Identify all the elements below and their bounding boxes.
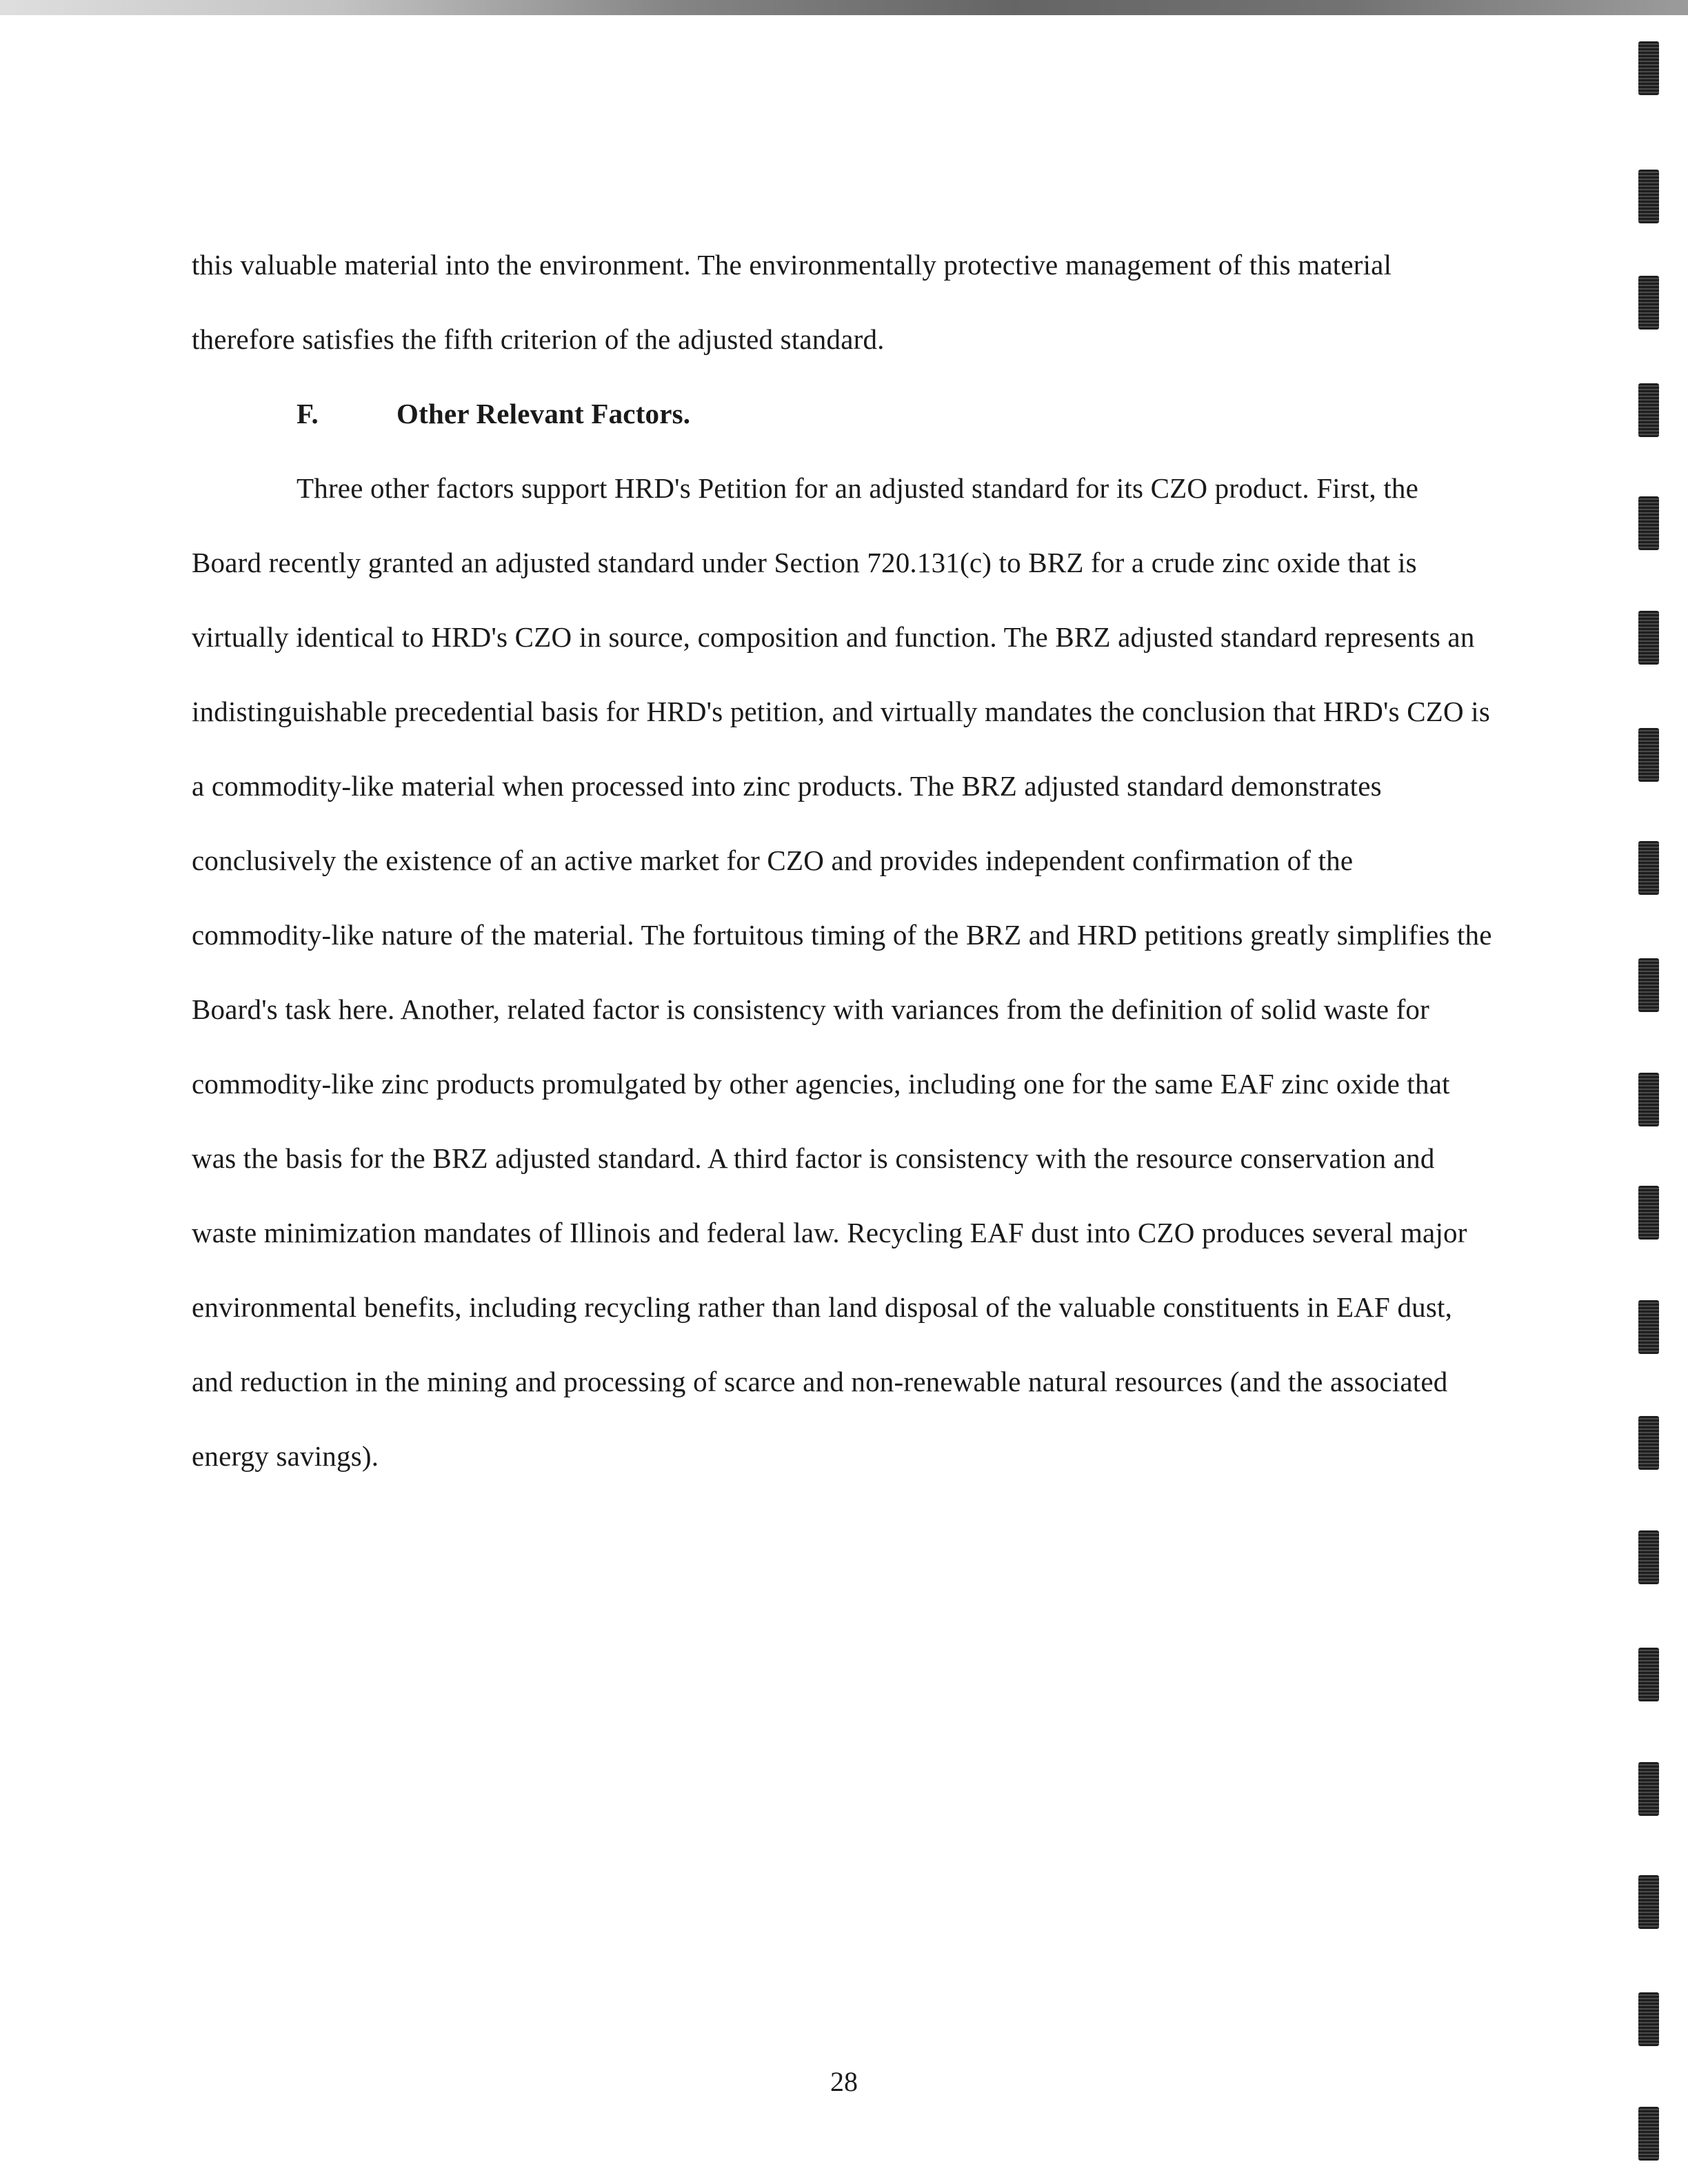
page-number: 28 bbox=[830, 2066, 858, 2097]
document-body bbox=[192, 228, 1495, 1493]
paragraph-main: Three other factors support HRD's Petition for an adjusted standard for its CZO product. First, the Board recently granted an adjusted standard under Section 720.131(c) to BRZ for a crude zinc oxide that is virtually identical to HRD's CZO in source, composition and function. The BRZ adjusted standard represents an indistinguishable precedential basis for HRD's petition, and virtually mandates the conclusion that HRD's CZO is a commodity-like material when processed into zinc products. The BRZ adjusted standard demonstrates conclusively the existence of an active market for CZO and provides independent confirmation of the commodity-like nature of the material. The fortuitous timing of the BRZ and HRD petitions greatly simplifies the Board's task here. Another, related factor is consistency with variances from the definition of solid waste for commodity-like zinc products promulgated by other agencies, including one for the same EAF zinc oxide that was the basis for the BRZ adjusted standard. A third factor is consistency with the resource conservation and waste minimization mandates of Illinois and federal law. Recycling EAF dust into CZO produces several major environmental benefits, including recycling rather than land disposal of the valuable constituents in EAF dust, and reduction in the mining and processing of scarce and non-renewable natural resources (and the associated energy savings). bbox=[192, 472, 1492, 1472]
edge-mark bbox=[1638, 2107, 1659, 2161]
edge-mark bbox=[1638, 1648, 1659, 1701]
edge-mark bbox=[1638, 496, 1659, 550]
edge-mark bbox=[1638, 1300, 1659, 1354]
edge-mark bbox=[1638, 728, 1659, 782]
section-letter: F. bbox=[297, 398, 319, 429]
edge-mark bbox=[1638, 958, 1659, 1012]
scan-artifact-right-edge bbox=[1638, 41, 1666, 2165]
edge-mark bbox=[1638, 1875, 1659, 1929]
edge-mark bbox=[1638, 1530, 1659, 1584]
edge-mark bbox=[1638, 41, 1659, 95]
scan-artifact-top-band bbox=[0, 0, 1688, 15]
edge-mark bbox=[1638, 1416, 1659, 1470]
edge-mark bbox=[1638, 1073, 1659, 1126]
section-title: Other Relevant Factors. bbox=[396, 398, 691, 429]
edge-mark bbox=[1638, 276, 1659, 330]
edge-mark bbox=[1638, 841, 1659, 895]
edge-mark bbox=[1638, 170, 1659, 223]
edge-mark bbox=[1638, 383, 1659, 437]
edge-mark bbox=[1638, 1992, 1659, 2046]
section-heading bbox=[192, 376, 1495, 451]
paragraph-continuation: this valuable material into the environment. The environmentally protective management of this material therefore satisfies the fifth criterion of the adjusted standard. bbox=[192, 249, 1392, 355]
edge-mark bbox=[1638, 1762, 1659, 1816]
edge-mark bbox=[1638, 611, 1659, 665]
edge-mark bbox=[1638, 1186, 1659, 1240]
